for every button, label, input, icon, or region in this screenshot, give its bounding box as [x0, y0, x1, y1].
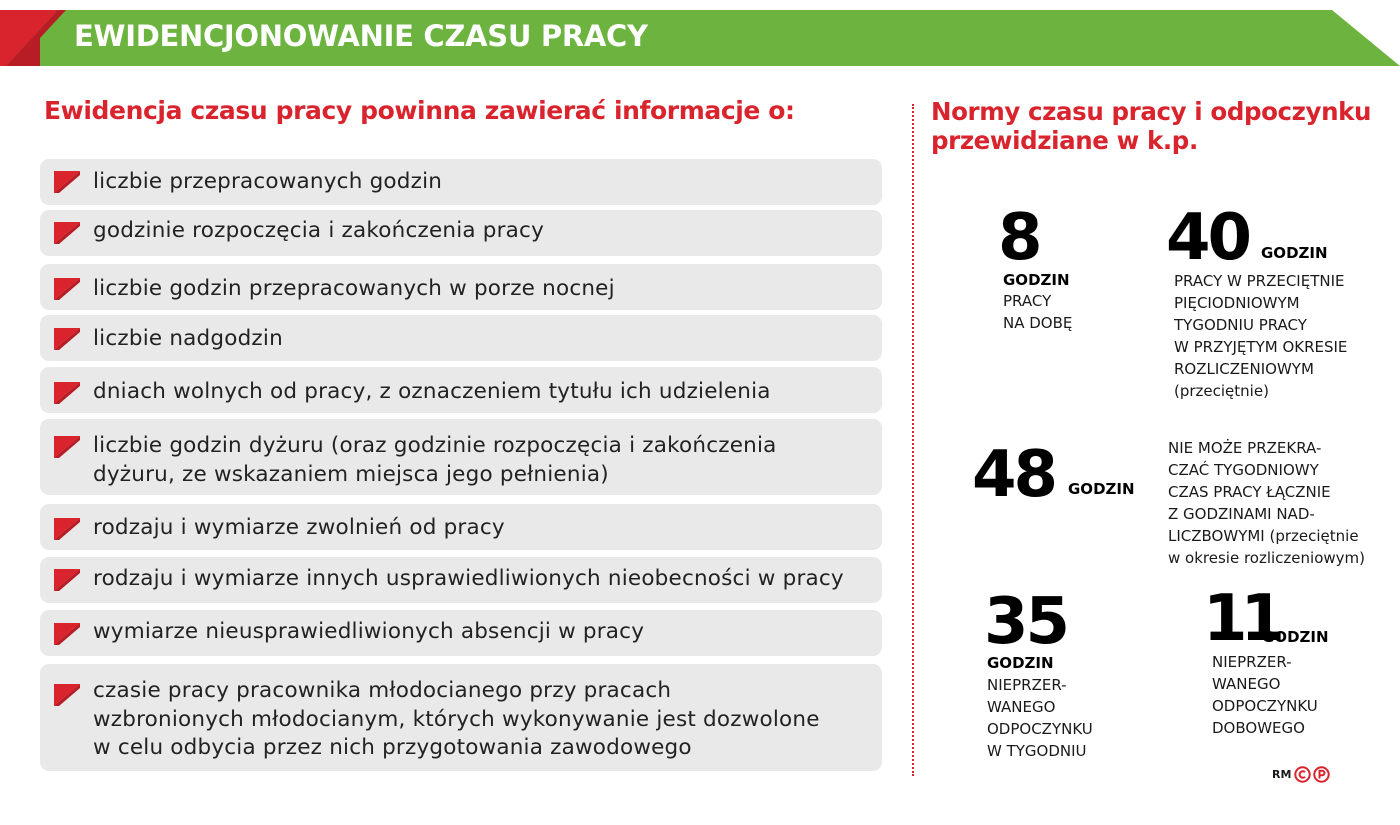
page-title: EWIDENCJONOWANIE CZASU PRACY — [74, 19, 648, 53]
desc-line: PIĘCIODNIOWYM — [1174, 294, 1300, 312]
desc-line: PRACY — [1003, 292, 1052, 310]
list-item-text: liczbie nadgodzin — [93, 326, 283, 351]
desc-line: NA DOBĘ — [1003, 314, 1073, 332]
norm-11-number: 11 — [1203, 582, 1279, 656]
list-item — [40, 557, 882, 603]
list-item-text: czasie pracy pracownika młodocianego przy pracach — [93, 678, 672, 703]
right-heading-line: Normy czasu pracy i odpoczynku — [931, 97, 1372, 126]
desc-line: ODPOCZYNKU — [987, 720, 1093, 738]
norm-40-number: 40 — [1166, 201, 1250, 275]
norm-35-number: 35 — [984, 585, 1068, 659]
list-item — [40, 210, 882, 256]
norm-8-number: 8 — [998, 201, 1040, 275]
desc-line: LICZBOWYMI (przeciętnie — [1168, 527, 1359, 545]
norm-11-unit: GODZIN — [1262, 628, 1329, 646]
desc-line: TYGODNIU PRACY — [1174, 316, 1307, 334]
desc-line: WANEGO — [987, 698, 1056, 716]
list-item-text: dniach wolnych od pracy, z oznaczeniem tytułu ich udzielenia — [93, 379, 771, 404]
dotted-divider — [912, 104, 914, 776]
logo-text: RM — [1272, 767, 1292, 781]
desc-line: Z GODZINAMI NAD- — [1168, 505, 1315, 523]
red-triangle-icon — [54, 222, 80, 244]
right-heading-line: przewidziane w k.p. — [931, 126, 1198, 155]
copyright-icon — [1294, 766, 1311, 783]
desc-line: w okresie rozliczeniowym) — [1168, 549, 1365, 567]
desc-line: NIE MOŻE PRZEKRA- — [1168, 439, 1322, 457]
desc-line: (przeciętnie) — [1174, 382, 1269, 400]
desc-line: W PRZYJĘTYM OKRESIE — [1174, 338, 1348, 356]
list-item-text: rodzaju i wymiarze innych usprawiedliwionych nieobecności w pracy — [93, 566, 844, 591]
list-item — [40, 664, 882, 771]
norm-35-unit: GODZIN — [987, 654, 1054, 672]
list-item — [40, 264, 882, 310]
red-triangle-icon — [54, 328, 80, 350]
norm-8-unit: GODZIN — [1003, 271, 1070, 289]
list-item — [40, 504, 882, 550]
norm-48-number: 48 — [972, 438, 1056, 512]
p-circle-icon — [1313, 766, 1330, 783]
list-item-text: wzbronionych młodocianym, których wykonywanie jest dozwolone — [93, 706, 820, 732]
list-item-text: liczbie przepracowanych godzin — [93, 169, 443, 194]
list-item-text: rodzaju i wymiarze zwolnień od pracy — [93, 515, 505, 540]
list-item-text: liczbie godzin przepracowanych w porze nocnej — [93, 276, 615, 301]
left-section-heading: Ewidencja czasu pracy powinna zawierać informacje o: — [44, 96, 795, 125]
red-triangle-icon — [54, 382, 80, 404]
norm-40-unit: GODZIN — [1261, 244, 1328, 262]
list-item-text: dyżuru, ze wskazaniem miejsca jego pełnienia) — [93, 461, 609, 487]
header-banner — [0, 10, 1400, 66]
desc-line: ODPOCZYNKU — [1212, 697, 1318, 715]
red-triangle-icon — [54, 569, 80, 591]
right-section-heading — [931, 97, 1391, 155]
desc-line: NIEPRZER- — [987, 676, 1067, 694]
desc-line: CZAĆ TYGODNIOWY — [1168, 461, 1319, 479]
red-triangle-icon — [54, 623, 80, 645]
list-item — [40, 159, 882, 205]
red-triangle-icon — [54, 436, 80, 458]
desc-line: NIEPRZER- — [1212, 653, 1292, 671]
red-triangle-icon — [54, 518, 80, 540]
list-item-text: w celu odbycia przez nich przygotowania zawodowego — [93, 735, 692, 760]
desc-line: W TYGODNIU — [987, 742, 1087, 760]
desc-line: WANEGO — [1212, 675, 1281, 693]
list-item-text: liczbie godzin dyżuru (oraz godzinie rozpoczęcia i zakończenia — [93, 433, 777, 458]
list-item — [40, 419, 882, 495]
desc-line: PRACY W PRZECIĘTNIE — [1174, 272, 1345, 290]
norm-48-unit: GODZIN — [1068, 480, 1135, 498]
list-item — [40, 315, 882, 361]
list-item-text: wymiarze nieusprawiedliwionych absencji w pracy — [93, 619, 645, 644]
red-triangle-icon — [54, 684, 80, 706]
norm-48-description — [1168, 437, 1365, 569]
desc-line: DOBOWEGO — [1212, 719, 1305, 737]
norm-35-description — [987, 674, 1093, 762]
desc-line: ROZLICZENIOWYM — [1174, 360, 1314, 378]
red-triangle-icon — [54, 171, 80, 193]
red-triangle-icon — [54, 278, 80, 300]
norm-8-description — [1003, 290, 1072, 334]
list-item-text: godzinie rozpoczęcia i zakończenia pracy — [93, 218, 544, 243]
norm-11-description — [1212, 651, 1318, 739]
publisher-logo — [1272, 764, 1330, 784]
list-item — [40, 610, 882, 656]
list-item — [40, 367, 882, 413]
norm-40-description — [1174, 270, 1347, 402]
desc-line: CZAS PRACY ŁĄCZNIE — [1168, 483, 1331, 501]
